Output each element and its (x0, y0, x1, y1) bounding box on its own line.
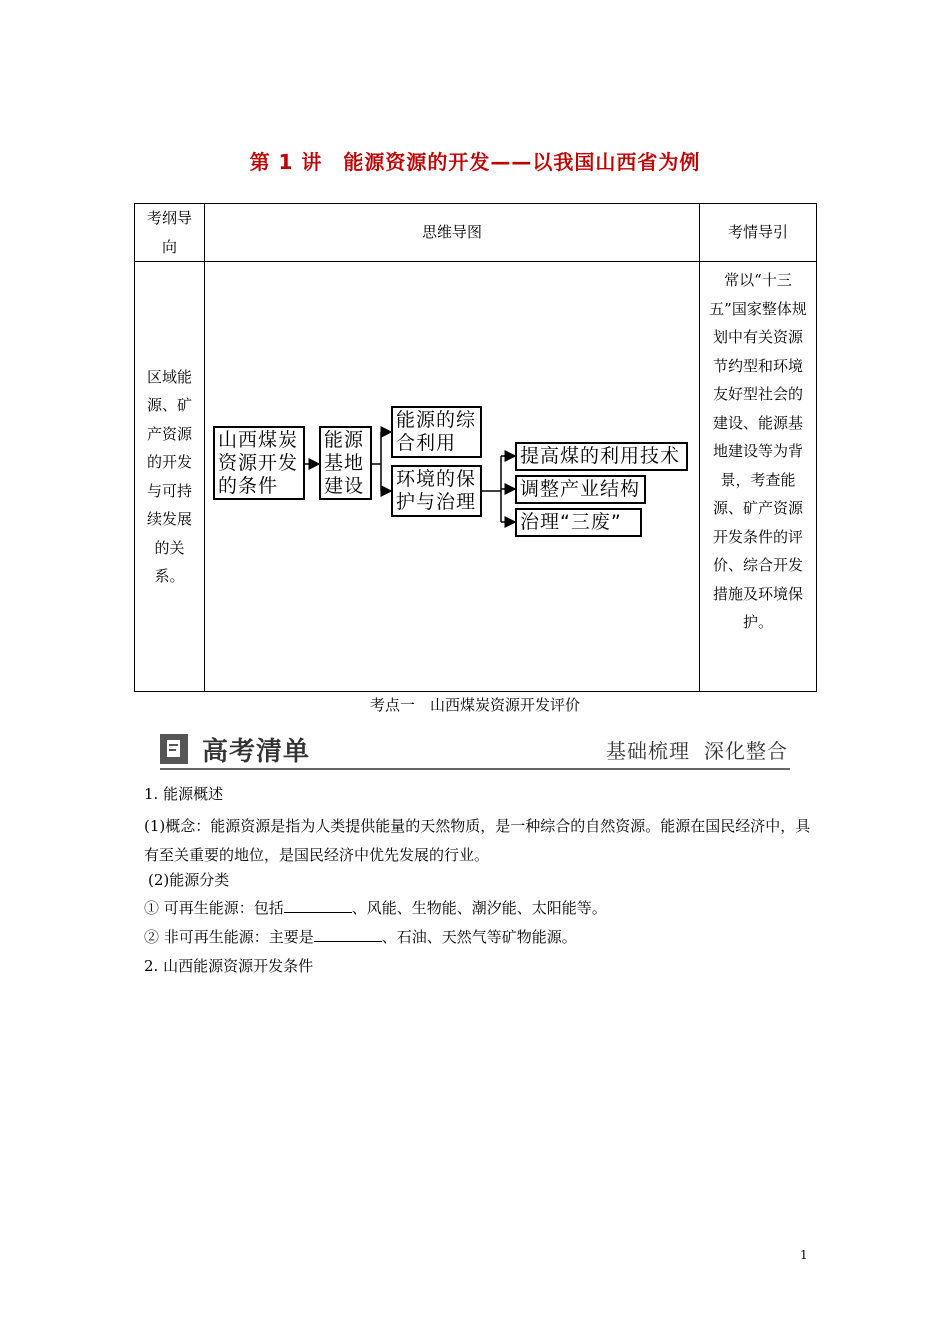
renewable-text-a: ① 可再生能源：包括 (144, 899, 284, 917)
node-three-wastes: 治理“三废” (515, 508, 642, 537)
header-exam-outline: 考纲导向 (135, 204, 205, 262)
page-title: 第 1 讲 能源资源的开发——以我国山西省为例 (249, 150, 701, 174)
para-renewable (144, 898, 814, 919)
section-caption: 考点一 山西煤炭资源开发评价 (369, 696, 580, 714)
para-energy-overview: 1. 能源概述 (144, 785, 224, 803)
para-development-conditions: 2. 山西能源资源开发条件 (144, 957, 314, 975)
banner-subtitle (606, 735, 788, 764)
nonrenewable-blank[interactable] (314, 927, 382, 942)
banner-rule (160, 768, 790, 770)
para-concept: (1)概念：能源资源是指为人类提供能量的天然物质，是一种综合的自然资源。能源在国民经济中，具有至关重要的地位，是国民经济中优先发展的行业。 (144, 817, 811, 864)
banner-title: 高考清单 (202, 737, 311, 767)
banner-subtitle-a: 基础梳理 (606, 739, 690, 763)
renewable-text-b: 、风能、生物能、潮汐能、太阳能等。 (351, 899, 607, 917)
node-industrial-structure: 调整产业结构 (515, 475, 646, 504)
node-environment-protection: 环境的保护与治理 (391, 465, 482, 517)
header-mind-map: 思维导图 (205, 204, 700, 262)
page-number: 1 (800, 1248, 808, 1262)
nonrenewable-text-a: ② 非可再生能源：主要是 (144, 928, 314, 946)
nonrenewable-text-b: 、石油、天然气等矿物能源。 (381, 928, 577, 946)
exam-guide-text: 常以“十三五”国家整体规划中有关资源节约型和环境友好型社会的建设、能源基地建设等为背景，考查能源、矿产资源开发条件的评价、综合开发措施及环境保护。 (700, 262, 817, 692)
mind-map (205, 262, 699, 691)
exam-outline-text: 区域能源、矿产资源的开发与可持续发展的关系。 (135, 262, 205, 692)
node-comprehensive-use: 能源的综合利用 (391, 406, 482, 458)
mind-map-cell (205, 262, 700, 692)
para-nonrenewable (144, 927, 814, 948)
document-icon (160, 734, 188, 764)
banner-subtitle-b: 深化整合 (704, 739, 788, 763)
outline-table (134, 203, 817, 692)
section-banner (160, 731, 790, 771)
node-energy-base: 能源基地建设 (319, 426, 372, 500)
node-coal-technology: 提高煤的利用技术 (515, 442, 688, 471)
renewable-blank[interactable] (284, 898, 352, 913)
header-exam-guide: 考情导引 (700, 204, 817, 262)
node-root: 山西煤炭资源开发的条件 (213, 426, 305, 500)
para-classification: (2)能源分类 (148, 871, 230, 889)
